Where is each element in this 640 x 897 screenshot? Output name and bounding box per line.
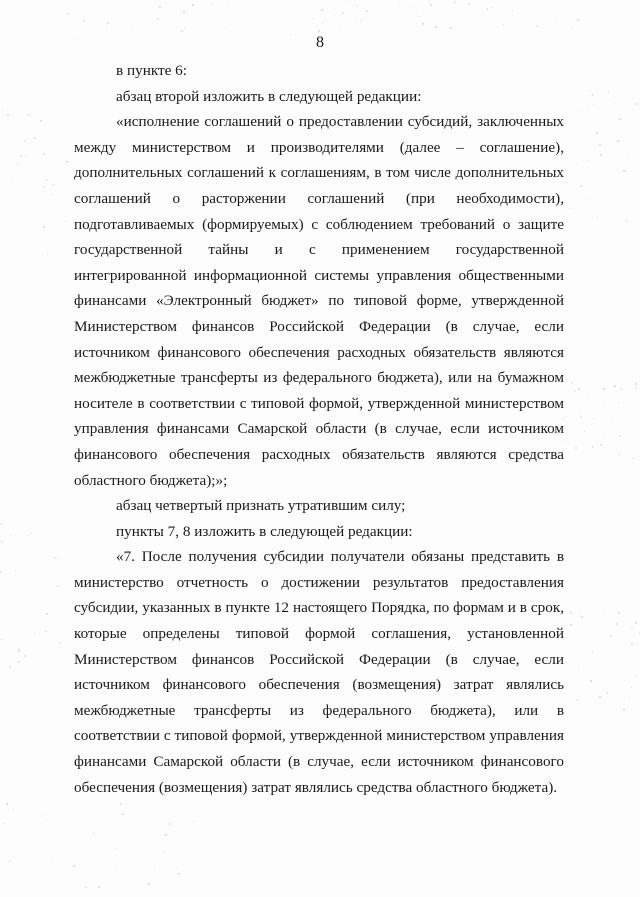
scan-speck (106, 28, 107, 29)
scan-speck (93, 833, 95, 835)
scan-speck (454, 1, 456, 3)
scan-speck (422, 23, 424, 25)
scan-speck (599, 696, 601, 698)
scan-speck (347, 0, 348, 1)
scan-speck (60, 522, 61, 523)
scan-speck (54, 557, 56, 559)
text-line: государственной тайны и с применением государственной (74, 241, 564, 259)
scan-speck (322, 23, 323, 24)
scan-speck (503, 24, 504, 25)
scan-speck (574, 390, 576, 392)
scan-speck (26, 581, 27, 582)
scan-speck (614, 385, 616, 387)
text-line: финансами «Электронный бюджет» по типовой форме, утвержденной (74, 292, 564, 310)
scan-speck (34, 173, 35, 174)
scan-speck (28, 535, 29, 536)
scan-speck (46, 179, 48, 181)
scan-speck (41, 121, 42, 122)
scan-speck (40, 120, 42, 122)
scan-speck (43, 153, 45, 155)
scan-speck (604, 608, 605, 609)
scan-speck (46, 820, 47, 821)
scan-speck (616, 623, 618, 625)
scan-speck (571, 382, 573, 384)
scan-speck (435, 26, 437, 28)
scan-speck (579, 614, 580, 615)
scan-speck (635, 383, 637, 385)
scan-speck (635, 676, 636, 677)
scan-speck (614, 103, 615, 104)
scan-speck (47, 679, 48, 680)
scan-speck (618, 612, 620, 614)
scan-speck (570, 612, 572, 614)
scan-speck (181, 30, 183, 32)
scan-speck (603, 400, 604, 401)
scan-speck (600, 444, 602, 446)
scan-speck (589, 671, 590, 672)
scan-speck (73, 865, 75, 867)
scan-speck (178, 27, 179, 28)
scan-speck (619, 435, 621, 437)
scan-speck (9, 860, 11, 862)
scan-speck (0, 523, 2, 525)
scan-speck (127, 18, 128, 19)
text-line: министерство отчетность о достижении результатов предоставления (74, 573, 564, 591)
scan-speck (24, 140, 26, 142)
scan-speck (430, 4, 432, 6)
scan-speck (356, 5, 358, 7)
scan-speck (52, 862, 53, 863)
scan-speck (46, 613, 48, 615)
scan-speck (120, 803, 122, 805)
scan-speck (116, 848, 117, 849)
scan-speck (342, 12, 344, 14)
scan-speck (634, 620, 635, 621)
scan-speck (629, 697, 630, 698)
scan-speck (637, 415, 638, 416)
scan-speck (44, 814, 45, 815)
scan-speck (618, 402, 619, 403)
scan-speck (618, 453, 620, 455)
scan-speck (6, 630, 7, 631)
scan-speck (18, 650, 20, 652)
scan-speck (594, 670, 595, 671)
scan-speck (631, 643, 633, 645)
scan-speck (580, 185, 582, 187)
scan-speck (580, 416, 582, 418)
scan-speck (334, 8, 335, 9)
scan-speck (636, 103, 638, 105)
scan-speck (66, 161, 68, 163)
text-line: пункты 7, 8 изложить в следующей редакции: (116, 522, 413, 540)
text-line: обеспечения (возмещения) затрат являлись средства областного бюджета). (74, 778, 558, 796)
scan-speck (592, 446, 594, 448)
scan-speck (635, 387, 637, 389)
scan-speck (486, 8, 488, 10)
scan-speck (83, 20, 85, 22)
scan-speck (51, 236, 52, 237)
scan-speck (412, 7, 413, 8)
text-line: «7. После получения субсидии получатели обязаны представить в (116, 548, 564, 566)
scan-speck (192, 4, 194, 6)
scan-speck (1, 541, 3, 543)
scan-speck (626, 220, 628, 222)
scan-speck (631, 687, 632, 688)
scan-speck (570, 624, 572, 626)
scan-speck (599, 144, 601, 146)
scan-speck (585, 696, 586, 697)
scan-speck (34, 633, 35, 634)
scan-speck (7, 114, 9, 116)
scan-speck (176, 867, 177, 868)
scan-speck (39, 244, 40, 245)
scan-speck (605, 149, 606, 150)
scan-speck (399, 1, 400, 2)
scan-speck (610, 635, 612, 637)
scan-speck (606, 692, 608, 694)
scan-speck (577, 19, 579, 21)
text-line: межбюджетные трансферты из федерального бюджета), или на бумажном (74, 369, 564, 387)
scan-speck (20, 155, 22, 157)
scan-speck (43, 186, 45, 188)
scan-speck (603, 434, 604, 435)
text-line: управления финансами Самарской области (в случае, если источником (74, 420, 564, 438)
scan-speck (638, 453, 639, 454)
scan-speck (18, 164, 19, 165)
scan-speck (610, 424, 611, 425)
scan-speck (151, 809, 152, 810)
scan-speck (10, 564, 11, 565)
scan-speck (18, 648, 20, 650)
scan-speck (418, 16, 419, 17)
scan-speck (491, 7, 492, 8)
scan-speck (619, 118, 621, 120)
scan-speck (593, 418, 594, 419)
scan-speck (366, 10, 368, 12)
scan-speck (612, 421, 613, 422)
scan-speck (25, 151, 26, 152)
text-line: которые определены типовой формой соглашения, установленной (74, 625, 564, 643)
scan-speck (626, 170, 627, 171)
scan-speck (318, 30, 320, 32)
scan-speck (183, 11, 185, 13)
text-line: между министерством и производителями (далее – соглашение), (74, 138, 564, 156)
scan-speck (596, 132, 598, 134)
scan-speck (34, 137, 36, 139)
scan-speck (85, 886, 87, 888)
scan-speck (116, 869, 117, 870)
text-line: соответствии с типовой формой, утвержденной министерством управления (74, 727, 564, 745)
text-line: финансами Самарской области (в случае, если источником финансового (74, 753, 564, 771)
scan-speck (154, 868, 155, 869)
scan-speck (178, 873, 180, 875)
text-line: субсидии, указанных в пункте 12 настоящего Порядка, по формам и в срок, (74, 599, 564, 617)
scan-speck (340, 29, 341, 30)
scan-speck (512, 10, 513, 11)
scan-speck (45, 630, 47, 632)
scan-speck (590, 90, 591, 91)
scan-speck (24, 655, 26, 657)
scan-speck (638, 177, 639, 178)
scan-speck (623, 709, 625, 711)
scan-speck (581, 616, 583, 618)
scan-speck (25, 155, 26, 156)
scan-speck (13, 809, 14, 810)
scan-speck (593, 104, 594, 105)
scan-speck (556, 18, 557, 19)
scan-speck (225, 27, 226, 28)
scan-speck (600, 154, 602, 156)
scan-speck (588, 396, 589, 397)
scan-speck (549, 2, 550, 3)
text-line: интегрированной информационной системы управления общественными (74, 266, 564, 284)
scan-speck (580, 410, 581, 411)
text-line: источником финансового обеспечения (возмещения) затрат являлись (74, 676, 564, 694)
scan-speck (59, 642, 61, 644)
text-line: абзац второй изложить в следующей редакции: (116, 87, 422, 105)
scan-speck (15, 570, 16, 571)
scan-speck (228, 5, 229, 6)
scan-speck (468, 3, 470, 5)
scan-speck (588, 160, 589, 161)
scan-speck (576, 163, 577, 164)
scan-speck (42, 609, 43, 610)
scan-speck (590, 680, 592, 682)
document-body (74, 58, 564, 800)
scan-speck (631, 626, 633, 628)
scan-speck (29, 114, 31, 116)
text-line: носителе в соответствии с типовой формой, утвержденной министерством (74, 394, 564, 412)
scan-speck (578, 669, 579, 670)
scan-speck (47, 254, 48, 255)
scan-speck (165, 3, 166, 4)
text-line: источником финансового обеспечения расходных обязательств являются (74, 343, 564, 361)
text-line: межбюджетные трансферты из федерального бюджета), или в (74, 701, 564, 719)
scan-speck (11, 177, 12, 178)
text-line: Министерством финансов Российской Федерации (в случае, если (74, 317, 564, 335)
scan-speck (587, 107, 588, 108)
scan-speck (6, 803, 8, 805)
scan-speck (597, 217, 598, 218)
scan-speck (603, 388, 605, 390)
text-line: подготавливаемых (формируемых) с соблюдением требований о защите (74, 215, 564, 233)
scan-speck (607, 681, 608, 682)
scan-speck (592, 176, 593, 177)
scan-speck (52, 184, 54, 186)
scan-speck (43, 226, 45, 228)
scan-speck (330, 2, 331, 3)
scan-speck (608, 92, 609, 93)
scan-speck (34, 618, 35, 619)
scan-speck (193, 821, 194, 822)
text-line: соглашений о расторжении соглашений (при необходимости), (74, 189, 564, 207)
text-line: финансового обеспечения расходных обязательств являются средства (74, 445, 564, 463)
scan-speck (122, 813, 124, 815)
scan-speck (157, 18, 159, 20)
scan-speck (620, 388, 622, 390)
scan-speck (312, 18, 313, 19)
scan-speck (592, 652, 593, 653)
scan-speck (570, 208, 571, 209)
scan-speck (67, 13, 69, 15)
scan-speck (580, 111, 581, 112)
scan-speck (356, 18, 357, 19)
scan-speck (148, 883, 150, 885)
scan-speck (575, 447, 577, 449)
text-line: дополнительных соглашений к соглашениям, в том числе дополнительных (74, 164, 564, 182)
scan-speck (635, 622, 637, 624)
text-line: в пункте 6: (116, 62, 187, 79)
scan-speck (623, 170, 625, 172)
scan-speck (9, 666, 11, 668)
scan-speck (0, 571, 2, 573)
scan-speck (360, 20, 362, 22)
scan-speck (16, 162, 17, 163)
scan-speck (60, 171, 61, 172)
scan-speck (186, 859, 187, 860)
scan-speck (15, 559, 16, 560)
scan-speck (619, 197, 620, 198)
scan-speck (617, 140, 619, 142)
scan-speck (457, 9, 458, 10)
scan-speck (107, 22, 109, 24)
scan-speck (159, 6, 161, 8)
scan-speck (576, 699, 578, 701)
scan-speck (592, 94, 594, 96)
scan-speck (98, 886, 100, 888)
scan-speck (149, 867, 150, 868)
scan-speck (51, 194, 52, 195)
scan-speck (4, 823, 5, 824)
scan-speck (584, 431, 585, 432)
scan-speck (102, 889, 103, 890)
scan-speck (164, 851, 165, 852)
scan-speck (31, 533, 32, 534)
text-line: областного бюджета);»; (74, 471, 228, 489)
scan-speck (37, 191, 38, 192)
scan-speck (602, 196, 603, 197)
scan-speck (627, 154, 628, 155)
scan-speck (2, 110, 3, 111)
scan-speck (578, 388, 580, 390)
scan-speck (57, 558, 58, 559)
scan-speck (165, 834, 167, 836)
scan-speck (1, 639, 2, 640)
scan-speck (184, 27, 185, 28)
text-line: «исполнение соглашений о предоставлении субсидий, заключенных (116, 113, 564, 131)
scan-speck (212, 3, 213, 4)
scan-speck (169, 823, 171, 825)
page-number: 8 (316, 34, 324, 51)
scan-speck (18, 661, 20, 663)
scan-speck (65, 221, 66, 222)
scan-speck (57, 585, 59, 587)
scan-speck (131, 30, 132, 31)
scan-speck (588, 199, 589, 200)
scan-speck (536, 25, 538, 27)
scan-speck (571, 27, 572, 28)
scan-speck (321, 9, 323, 11)
scan-speck (428, 0, 429, 1)
scan-speck (632, 457, 634, 459)
scan-speck (68, 863, 69, 864)
scan-speck (10, 535, 11, 536)
text-line: абзац четвертый признать утратившим силу; (116, 497, 406, 515)
scan-speck (636, 643, 637, 644)
text-line: Министерством финансов Российской Федерации (в случае, если (74, 650, 564, 668)
scan-speck (416, 14, 417, 15)
scan-speck (325, 19, 326, 20)
scan-speck (27, 114, 29, 116)
scan-speck (450, 27, 452, 29)
